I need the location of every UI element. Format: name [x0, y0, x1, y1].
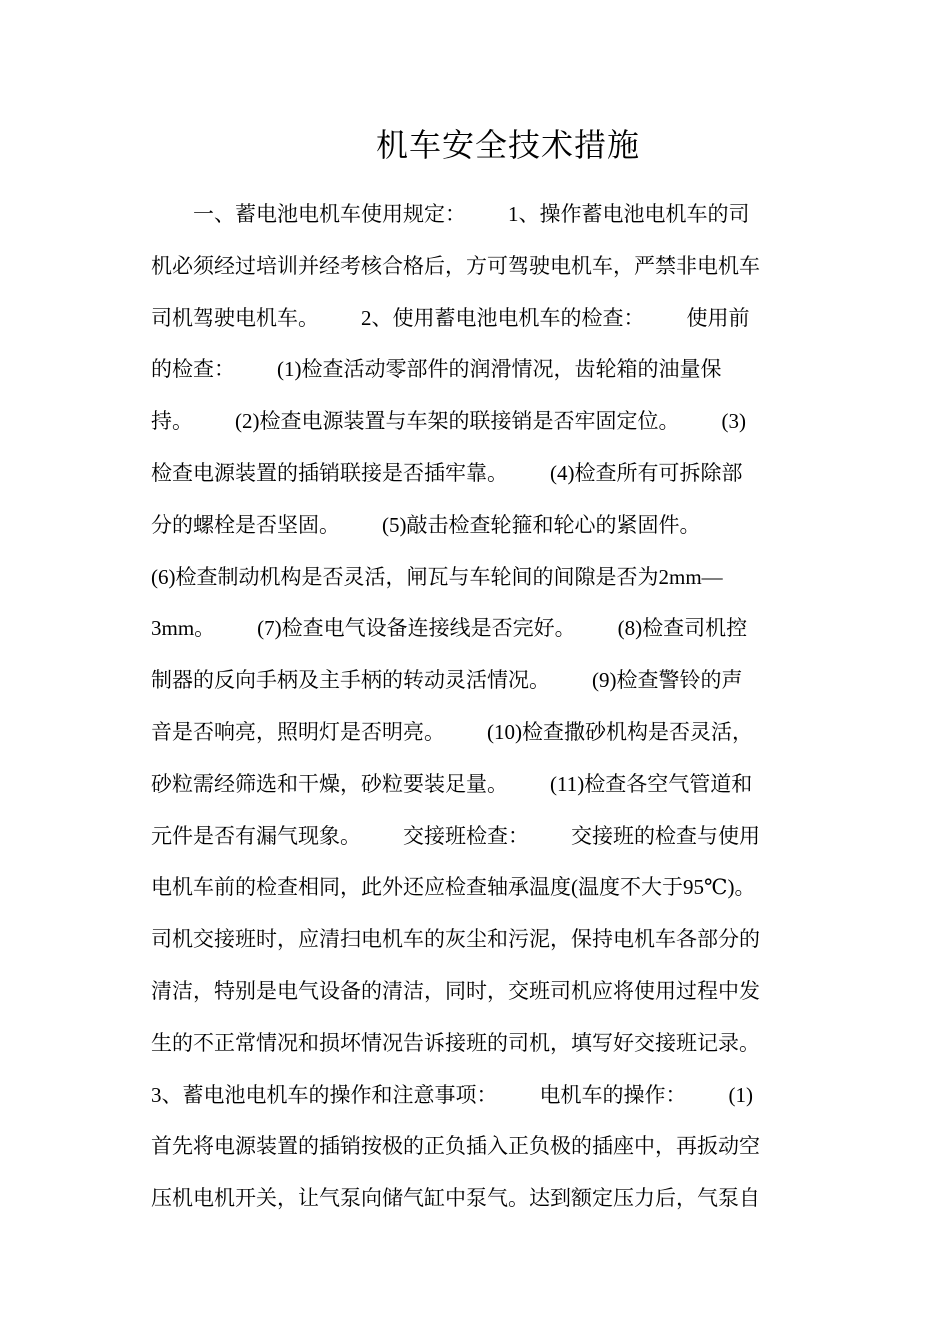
text-line: 3、蓄电池电机车的操作和注意事项： 电机车的操作： (1) — [151, 1082, 753, 1107]
text-line: 电机车前的检查相同，此外还应检查轴承温度(温度不大于95℃)。 — [151, 875, 756, 900]
text-line: 机必须经过培训并经考核合格后，方可驾驶电机车，严禁非电机车 — [151, 253, 760, 278]
document-title: 机车安全技术措施 — [375, 126, 640, 164]
text-line: 3mm。 (7)检查电气设备连接线是否完好。 (8)检查司机控 — [151, 616, 748, 641]
text-line: 元件是否有漏气现象。 交接班检查： 交接班的检查与使用 — [151, 823, 760, 848]
text-line: 司机驾驶电机车。 2、使用蓄电池电机车的检查： 使用前 — [151, 305, 750, 330]
text-line: 生的不正常情况和损坏情况告诉接班的司机，填写好交接班记录。 — [151, 1030, 760, 1055]
text-line: 持。 (2)检查电源装置与车架的联接销是否牢固定位。 (3) — [151, 409, 746, 434]
text-line: 一、蓄电池电机车使用规定： 1、操作蓄电池电机车的司 — [151, 202, 750, 226]
text-line: 分的螺栓是否坚固。 (5)敲击检查轮箍和轮心的紧固件。 — [151, 512, 701, 537]
document-body — [151, 189, 811, 1225]
text-line: 的检查： (1)检查活动零部件的润滑情况，齿轮箱的油量保 — [151, 357, 722, 382]
text-line: 司机交接班时，应清扫电机车的灰尘和污泥，保持电机车各部分的 — [151, 927, 760, 952]
text-line: 砂粒需经筛选和干燥，砂粒要装足量。 (11)检查各空气管道和 — [151, 771, 753, 796]
text-line: (6)检查制动机构是否灵活，闸瓦与车轮间的间隙是否为2mm— — [151, 564, 723, 589]
text-line: 压机电机开关，让气泵向储气缸中泵气。达到额定压力后，气泵自 — [151, 1186, 760, 1211]
text-line: 制器的反向手柄及主手柄的转动灵活情况。 (9)检查警铃的声 — [151, 668, 743, 693]
text-line: 检查电源装置的插销联接是否插牢靠。 (4)检查所有可拆除部 — [151, 460, 743, 485]
text-line: 首先将电源装置的插销按极的正负插入正负极的插座中，再扳动空 — [151, 1134, 760, 1159]
text-line: 清洁，特别是电气设备的清洁，同时，交班司机应将使用过程中发 — [151, 978, 760, 1003]
text-line: 音是否响亮，照明灯是否明亮。 (10)检查撒砂机构是否灵活， — [151, 719, 753, 744]
